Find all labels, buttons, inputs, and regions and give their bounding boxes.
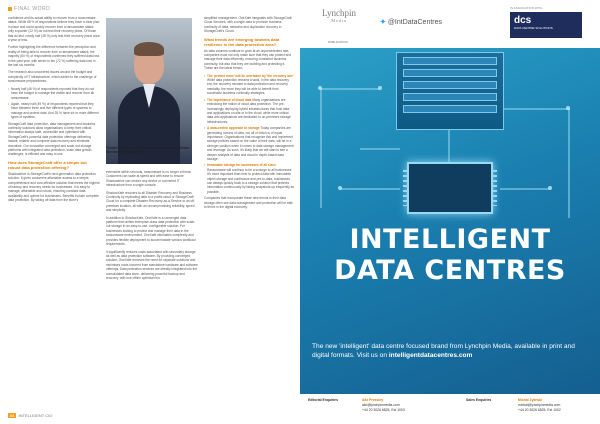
paragraph: Companies that incorporate these new trends in their data storage often see data management and protection will be able to thrive in the digital economy. xyxy=(204,196,293,210)
circuit-node xyxy=(548,186,552,190)
server-unit xyxy=(403,81,497,89)
list-item: • Nearly half (46 %) of respondents reported that they do not have the budget to manage the visible and recover from all ransomware. xyxy=(8,87,100,100)
trend-title: A data-centric approach to storage xyxy=(207,126,260,131)
dcs-subtitle: DATA CENTRE SOLUTIONS xyxy=(514,26,553,30)
circuit-line xyxy=(448,130,450,162)
circuit-line xyxy=(568,108,570,218)
trend-list xyxy=(204,74,294,195)
brand-line-2: DATA CENTRES xyxy=(334,255,566,286)
subheading: What trends are emerging towards data resilience in the data protection area? xyxy=(204,36,280,47)
publication-name: INTELLIGENT CIO xyxy=(18,413,53,418)
paragraph: ShadowXafe recovers to all Disaster Recovery and Business Continuity by replicating data to a public cloud or StorageCraft Cloud for a complete Disaster-Recovery-as-a-Service or an off-premises location, all with an uncompromising reliability, speed and simplicity. xyxy=(106,190,196,213)
editor-name: Alix Pressley xyxy=(362,398,384,402)
paragraph: Further highlighting the difference between the perception and reality of being able to recover from a ransomware attack, the majority (84 %) of respondents confirmed they suffered data loss in the past year, with seven in ten (72 %) suffering data loss in the last six months. xyxy=(8,45,100,68)
editor-email[interactable]: alix@lynchpinmedia.com xyxy=(362,403,400,407)
circuit-line xyxy=(360,148,400,150)
article-column-2 xyxy=(106,170,198,283)
trend-title: Immutable storage for businesses of all sizes xyxy=(207,163,276,168)
paragraph: In addition to ShadowXafe, OneXafe is a converged data platform that unifies enterprise-class data protection with scale-out storage in an easy-to-use, configurable solution. For businesses looking to protect and manage their data in the ransomware environment, OneXafe eliminates complexity and provides flexible deployment to accommodate various workload requirements. xyxy=(106,215,196,247)
publication-label: PUBLICATION xyxy=(328,40,348,44)
bullet-list xyxy=(8,87,100,120)
trend-text: Ransomware will continue to be a scourge to all businesses. It's more important than ever to protect data with immutable object storage and continuous and pre-to-data, businesses can always quickly back to a storage solution that protects information continuously by taking snapshots up frequently as possible. xyxy=(207,167,294,194)
twitter-handle[interactable] xyxy=(380,18,442,26)
editorial-label: Editorial Enquiries xyxy=(308,398,338,402)
circuit-line xyxy=(340,188,400,190)
trend-text: While data protection remains crucial, in the data recovery era, the recovery mindset to data protection and recovery mentality, the more they will be able to benefit from successful business continuity strategies. xyxy=(207,78,290,96)
brand-line-1: INTELLIGENT xyxy=(349,224,551,255)
advert-header xyxy=(300,0,600,48)
dcs-logo xyxy=(510,12,582,38)
paragraph: simplified management. OneXafe integrates with StorageCraft Cloud Services, with a single data to promote business continuity of data, networks and duplication recovery in StorageCraft's Cloud. xyxy=(204,16,292,34)
circuit-line xyxy=(500,108,570,110)
list-item xyxy=(204,163,294,194)
tagline-text: The new 'intelligent' data centre focused brand from Lynchpin Media, available in print and digital formats. Visit us on xyxy=(312,343,575,359)
sales-email[interactable]: michal@lynchpinmedia.com xyxy=(518,403,561,407)
paragraph: As data volumes continue to grow at an unprecedented rate, companies must not only make sure that they can protect and manage their data efficiently, ensuring consistent business continuity, but also that they are building and protecting it. These are the latest trends: xyxy=(204,48,291,71)
article-column-1 xyxy=(8,16,100,206)
trend-title: The importance of cloud data xyxy=(207,97,252,102)
circuit-node xyxy=(566,106,570,110)
section-label-text: FINAL WORD xyxy=(14,6,51,12)
sales-label: Sales Enquiries xyxy=(466,398,492,402)
association-label: IN ASSOCIATION WITH xyxy=(510,6,543,10)
twitter-icon: ✦ xyxy=(380,19,386,26)
paragraph: It significantly reduces costs associated with secondary storage as well as data protection software. By providing converged solution, OneXafe removes the need for separate solutions and minimises costs incurred from standalone hardware and software offerings. Data protection services are directly integrated into the consolidated data store, delivering powerful backup and recovery, with one offline optimised for xyxy=(106,249,198,280)
lynchpin-media: Media xyxy=(331,18,347,23)
circuit-node xyxy=(378,86,382,90)
trend-text: Today companies are generating oceans of data, not all of which is of equal importance. Organisations that recognise this and implement storage policies based on the value of their data, will be in a stronger position when it comes to data storage management and leverage. As such, it's likely that we will start to see a deeper analysis of data and cloud in depth-based data storage. xyxy=(207,126,294,161)
page-number: 84 xyxy=(10,413,15,418)
server-unit xyxy=(403,105,497,113)
sales-name: Michal Zylinski xyxy=(518,398,543,402)
paragraph: Shadowdrive is StorageCraft's next-generation data protection solution. It gives customers affordable access to a simple, comprehensive and cost-effective solution that meets the highest of backup and recovery needs for businesses. It is easy to manage, affordable and robust, ensuring constant data availability and uptime for businesses. Benefits include complete data protection. By taking off data from the store's xyxy=(8,171,100,203)
trend-text: Many organisations are embracing the notion of cloud data protection. The pre-increasingly deploying hybrid infrastructures that host data and applications on-site or in the cloud, while more critical data and applications are dedicated to on-premises storage infrastructures. xyxy=(207,97,291,124)
server-unit xyxy=(403,57,497,65)
tagline xyxy=(312,342,592,360)
section-label xyxy=(8,6,50,12)
advert-page xyxy=(300,0,600,424)
list-item xyxy=(204,126,294,161)
twitter-handle-text: @IntDataCentres xyxy=(387,19,443,26)
circuit-node xyxy=(338,186,342,190)
server-unit xyxy=(403,93,497,101)
hero-banner xyxy=(300,48,600,394)
lynchpin-logo xyxy=(322,8,356,23)
list-item xyxy=(204,98,294,124)
list-item xyxy=(204,74,294,96)
server-unit xyxy=(403,69,497,77)
paragraph: The research also uncovered issues around the budget and complexity of IT infrastructure, which added to the challenge of ransomware preparedness: xyxy=(8,70,97,84)
author-photo xyxy=(106,18,192,164)
article-column-3 xyxy=(204,16,294,212)
photo-hair xyxy=(134,42,164,56)
photo-caption: Florian Malecki, International Product Marketing Senior Director at StorageCraft xyxy=(106,146,190,155)
server-illustration xyxy=(396,52,504,130)
lynchpin-name: Lynchpin xyxy=(322,8,356,18)
circuit-node xyxy=(318,86,322,90)
circuit-line xyxy=(500,188,550,190)
section-marker xyxy=(8,7,12,11)
paragraph: confidence and its actual ability to recover from a ransomware attack. While 68 % of respondents believe they have a clear plan in place and could quickly recover from a ransomware attack only a quarter (22 %) do not test their recovery plans. Of those that do test, nearly half (48 %) only test their recovery plans once a year or less. xyxy=(8,16,100,43)
editor-phone: +44 20 3026 6825, Ext 1003 xyxy=(362,408,405,412)
list-item: • Again, nearly half (49 %) of respondents reported that they have between three and five different types of systems to manage and protect data. And 35 % have six or more different types of systems. xyxy=(8,102,100,120)
circuit-line xyxy=(320,88,322,208)
paragraph: StorageCraft data protection, data management and business continuity solutions allow organisations to keep their critical information always safe, accessible and optimised with StorageCraft's powerful data protection offerings delivering instant, reliable and complete data recovery and eliminate downtime. Our innovative converged and scale-out storage platforms with integrated data protection, scale data growth challenges, is efficient and easy to use. xyxy=(8,121,96,157)
page-footer xyxy=(8,413,52,418)
website-link[interactable]: intelligentdatacentres.com xyxy=(388,352,473,359)
dcs-name: dcs xyxy=(514,15,532,26)
sales-phone: +44 20 3026 6825, Ext 1002 xyxy=(518,408,561,412)
chip-illustration xyxy=(407,162,493,214)
contact-footer xyxy=(300,394,600,424)
paragraph: extensible within seconds, ransomware is no longer a threat. Customers can scale at speed and with ease to ensure Shadowdrive can restore any device or converted IT infrastructure from a single console. xyxy=(106,170,192,188)
subheading: How does StorageCraft offer a simple but robust data protection offering? xyxy=(8,159,87,170)
circuit-line xyxy=(320,88,380,90)
trend-title: The 'protect more' will be overtaken by 'the recovery one' xyxy=(207,73,294,78)
